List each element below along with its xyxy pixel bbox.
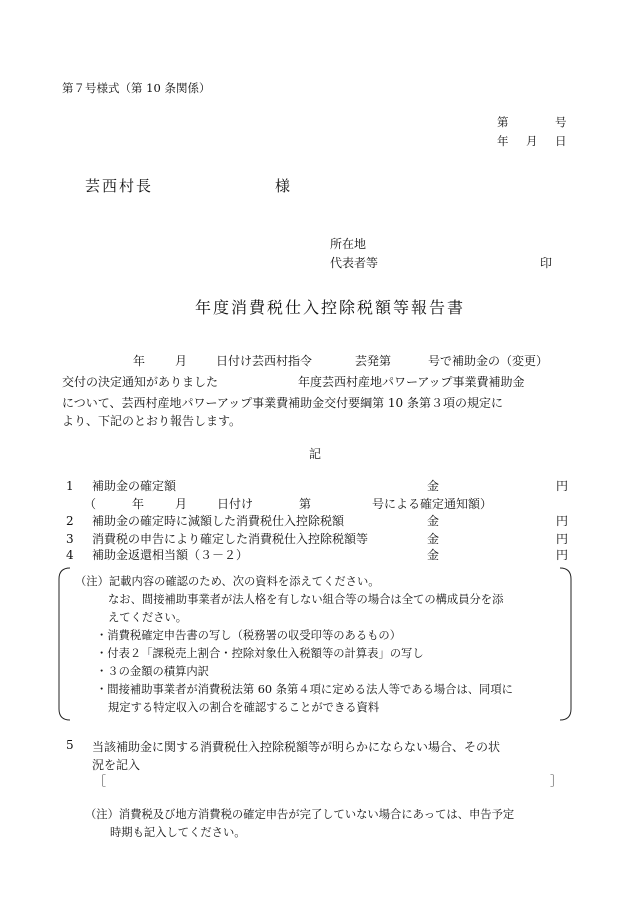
body-decision-notice: 交付の決定通知がありました — [62, 375, 219, 389]
item-2-yen: 円 — [556, 514, 569, 528]
note-bullet-3: ・３の金額の積算内訳 — [96, 665, 209, 678]
body-month: 月 — [175, 354, 188, 368]
body-date-directive: 日付け芸西村指令 — [216, 354, 313, 368]
item-5-close-bracket: ］ — [550, 774, 563, 788]
sub-month: 月 — [175, 497, 188, 511]
item-3-yen: 円 — [556, 532, 569, 546]
document-title: 年度消費税仕入控除税額等報告書 — [195, 298, 466, 317]
date-day: 日 — [555, 134, 567, 148]
item-1-row — [62, 476, 568, 496]
item-2-label: 補助金の確定時に減額した消費税仕入控除税額 — [92, 514, 345, 528]
body-directive-number: 芸発第 — [355, 354, 392, 368]
note-bullet-1: ・消費税確定申告書の写し（税務署の収受印等のあるもの） — [96, 629, 402, 642]
item-4-kin: 金 — [427, 548, 440, 562]
representative-label: 代表者等 — [330, 256, 379, 270]
body-grant-change: 号で補助金の（変更） — [428, 354, 549, 368]
note-bullet-4-cont: 規定する特定収入の割合を確認することができる資料 — [108, 701, 380, 714]
item-2-number: 2 — [66, 514, 74, 528]
item-4-yen: 円 — [556, 548, 569, 562]
note-bullet-2: ・付表２「課税売上割合・控除対象仕入税額等の計算表」の写し — [96, 647, 424, 660]
form-number: 第７号様式（第 10 条関係） — [62, 81, 211, 95]
date-month: 月 — [526, 134, 538, 148]
item-5-line1: 当該補助金に関する消費税仕入控除税額等が明らかにならない場合、その状 — [92, 740, 501, 754]
note-para1b: えてください。 — [108, 611, 188, 624]
item-3-kin: 金 — [427, 532, 440, 546]
sub-year: 年 — [132, 497, 145, 511]
note-bullet-4: ・間接補助事業者が消費税法第 60 条第４項に定める法人等である場合は、同項に — [96, 683, 513, 696]
sub-open-paren: （ — [84, 497, 97, 511]
addressee-honorific: 様 — [275, 177, 291, 195]
item-1-label: 補助金の確定額 — [92, 479, 177, 493]
ki-marker: 記 — [309, 447, 322, 461]
item-1-yen: 円 — [556, 479, 569, 493]
item-2-row — [62, 511, 568, 531]
sub-confirmation: 号による確定通知額） — [372, 497, 493, 511]
body-fiscal-subsidy: 年度芸西村産地パワーアップ事業費補助金 — [298, 375, 525, 389]
item-4-row — [62, 545, 568, 565]
note-heading: （注）記載内容の確認のため、次の資料を添えてください。 — [75, 575, 380, 588]
item-4-number: 4 — [66, 548, 74, 562]
item-1-number: 1 — [66, 479, 74, 493]
item-3-label: 消費税の申告により確定した消費税仕入控除税額等 — [92, 532, 369, 546]
addressee-name: 芸西村長 — [85, 177, 154, 195]
item-1-kin: 金 — [427, 479, 440, 493]
doc-number-prefix: 第 — [497, 115, 509, 129]
seal-mark: 印 — [540, 256, 553, 270]
address-label: 所在地 — [330, 237, 367, 251]
item-2-kin: 金 — [427, 514, 440, 528]
body-line3: について、芸西村産地パワーアップ事業費補助金交付要綱第 10 条第３項の規定に — [62, 396, 503, 410]
sub-date: 日付け — [217, 497, 254, 511]
footer-note-line2: 時期も記入してください。 — [110, 826, 246, 839]
item-4-label: 補助金返還相当額（３－２） — [92, 548, 249, 562]
body-line4: より、下記のとおり報告します。 — [62, 414, 242, 428]
item-5-number: 5 — [66, 738, 74, 752]
item-5-open-bracket: ［ — [94, 774, 107, 788]
body-year: 年 — [133, 354, 146, 368]
date-year: 年 — [497, 134, 509, 148]
item-3-number: 3 — [66, 532, 74, 546]
doc-number-suffix: 号 — [555, 115, 567, 129]
item-5-line2: 況を記入 — [92, 758, 141, 772]
sub-dai: 第 — [299, 497, 312, 511]
note-para1: なお、間接補助事業者が法人格を有しない組合等の場合は全ての構成員分を添 — [108, 593, 504, 606]
footer-note-line1: （注）消費税及び地方消費税の確定申告が完了していない場合にあっては、申告予定 — [85, 808, 515, 821]
